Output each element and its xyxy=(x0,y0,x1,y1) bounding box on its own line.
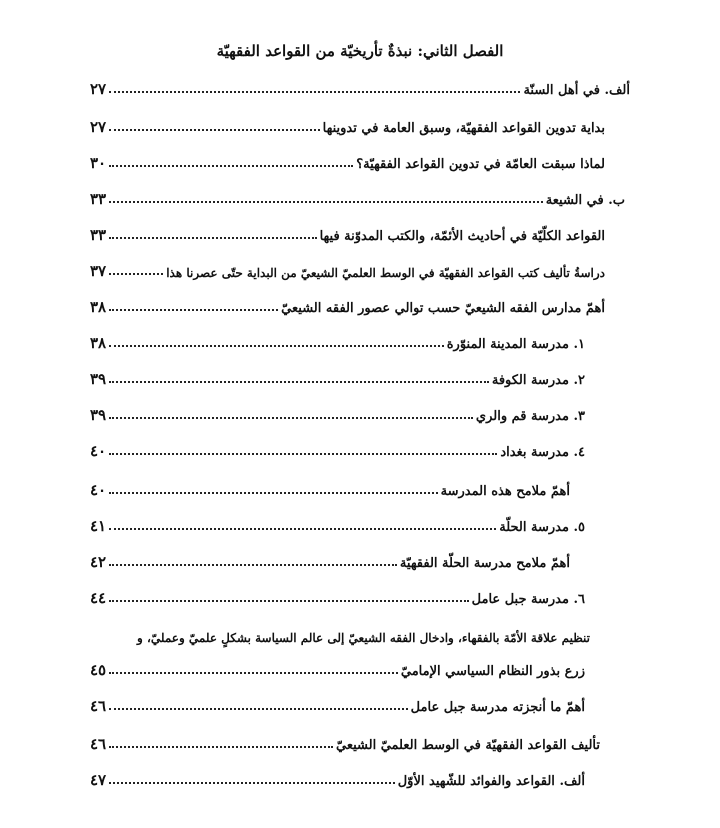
entry-page: ٣٩ xyxy=(90,406,107,424)
dot-leader xyxy=(109,746,333,748)
toc-entry[interactable] xyxy=(90,657,585,679)
entry-page: ٢٧ xyxy=(90,80,107,98)
entry-text: لماذا سبقت العامّة في تدوين القواعد الفقهيّة؟ xyxy=(356,157,605,172)
dot-leader xyxy=(109,201,543,203)
entry-text: أهمّ مدارس الفقه الشيعيّ حسب توالي عصور الفقه الشيعيّ xyxy=(281,301,605,316)
dot-leader xyxy=(109,309,278,311)
entry-text: أهمّ ما أنجزته مدرسة جبل عامل xyxy=(410,700,585,715)
dot-leader xyxy=(109,91,520,93)
toc-entry[interactable] xyxy=(90,438,585,460)
entry-page: ٤٥ xyxy=(90,661,107,679)
dot-leader xyxy=(109,528,496,530)
entry-page: ٤١ xyxy=(90,517,107,535)
dot-leader xyxy=(109,492,438,494)
entry-page: ٢٧ xyxy=(90,118,107,136)
toc-entry[interactable] xyxy=(90,294,605,316)
toc-entry[interactable] xyxy=(90,549,570,571)
entry-page: ٤٧ xyxy=(90,771,107,789)
entry-page: ٤٦ xyxy=(90,735,107,753)
entry-text: دراسةُ تأليف كتب القواعد الفقهيّة في الوسط العلميّ الشيعيّ من البداية حتّى عصرنا هذا xyxy=(166,266,605,280)
toc-entry[interactable] xyxy=(90,693,585,715)
toc-entry[interactable] xyxy=(90,114,605,136)
dot-leader xyxy=(109,672,398,674)
entry-page: ٤٦ xyxy=(90,697,107,715)
toc-entry[interactable] xyxy=(90,330,585,352)
toc-entry-continued[interactable] xyxy=(137,623,590,645)
entry-page: ٣٩ xyxy=(90,370,107,388)
entry-text: ألف. القواعد والفوائد للشّهيد الأوّل xyxy=(397,774,585,789)
toc-entry[interactable] xyxy=(90,258,605,280)
chapter-title: الفصل الثاني: نبذةٌ تأريخيّة من القواعد الفقهيّة xyxy=(216,42,504,60)
entry-text: ٣. مدرسة قم والري xyxy=(475,409,585,424)
entry-text: ٤. مدرسة بغداد xyxy=(500,445,585,460)
dot-leader xyxy=(109,165,353,167)
dot-leader xyxy=(109,273,163,275)
toc-entry[interactable] xyxy=(90,186,625,208)
entry-page: ٣٨ xyxy=(90,334,107,352)
entry-page: ٣٣ xyxy=(90,226,107,244)
entry-text: ٥. مدرسة الحلّة xyxy=(499,520,585,535)
dot-leader xyxy=(109,129,320,131)
dot-leader xyxy=(109,782,395,784)
entry-page: ٣٧ xyxy=(90,262,107,280)
toc-entry[interactable] xyxy=(90,366,585,388)
toc-entry[interactable] xyxy=(90,767,585,789)
toc-entry[interactable] xyxy=(90,402,585,424)
toc-entry[interactable] xyxy=(90,477,570,499)
entry-text: ألف. في أهل السنّة xyxy=(523,83,630,98)
entry-page: ٤٠ xyxy=(90,442,107,460)
toc-entry[interactable] xyxy=(90,731,600,753)
entry-page: ٣٨ xyxy=(90,298,107,316)
entry-text: تنظيم علاقة الأمّة بالفقهاء، وادخال الفقه الشيعيّ إلى عالم السياسة بشكلٍ علميّ وعمليّ، و xyxy=(137,631,590,645)
entry-text: القواعد الكلّيّة في أحاديث الأئمّة، والكتب المدوّنة فيها xyxy=(319,229,605,244)
toc-entry[interactable] xyxy=(90,222,605,244)
entry-page: ٣٣ xyxy=(90,190,107,208)
entry-page: ٤٤ xyxy=(90,589,107,607)
entry-page: ٣٠ xyxy=(90,154,107,172)
toc-entry[interactable] xyxy=(90,513,585,535)
dot-leader xyxy=(109,237,316,239)
dot-leader xyxy=(109,600,469,602)
entry-page: ٤٢ xyxy=(90,553,107,571)
entry-text: ١. مدرسة المدينة المنوّرة xyxy=(446,337,585,352)
entry-text: ٦. مدرسة جبل عامل xyxy=(471,592,585,607)
entry-text: تأليف القواعد الفقهيّة في الوسط العلميّ الشيعيّ xyxy=(335,738,600,753)
dot-leader xyxy=(109,453,497,455)
dot-leader xyxy=(109,381,489,383)
dot-leader xyxy=(109,708,408,710)
toc-entry[interactable] xyxy=(90,76,630,98)
dot-leader xyxy=(109,564,397,566)
entry-text: ٢. مدرسة الكوفة xyxy=(491,373,585,388)
toc-entry[interactable] xyxy=(90,150,605,172)
entry-text: زرع بذور النظام السياسي الإماميّ xyxy=(400,664,585,679)
dot-leader xyxy=(109,345,444,347)
entry-text: أهمّ ملامح هذه المدرسة xyxy=(440,484,570,499)
entry-text: أهمّ ملامح مدرسة الحلّة الفقهيّة xyxy=(399,556,570,571)
dot-leader xyxy=(109,417,473,419)
entry-text: ب. في الشيعة xyxy=(545,193,625,208)
entry-text: بداية تدوين القواعد الفقهيّة، وسبق العامة في تدوينها xyxy=(322,121,605,136)
entry-page: ٤٠ xyxy=(90,481,107,499)
toc-entry[interactable] xyxy=(90,585,585,607)
